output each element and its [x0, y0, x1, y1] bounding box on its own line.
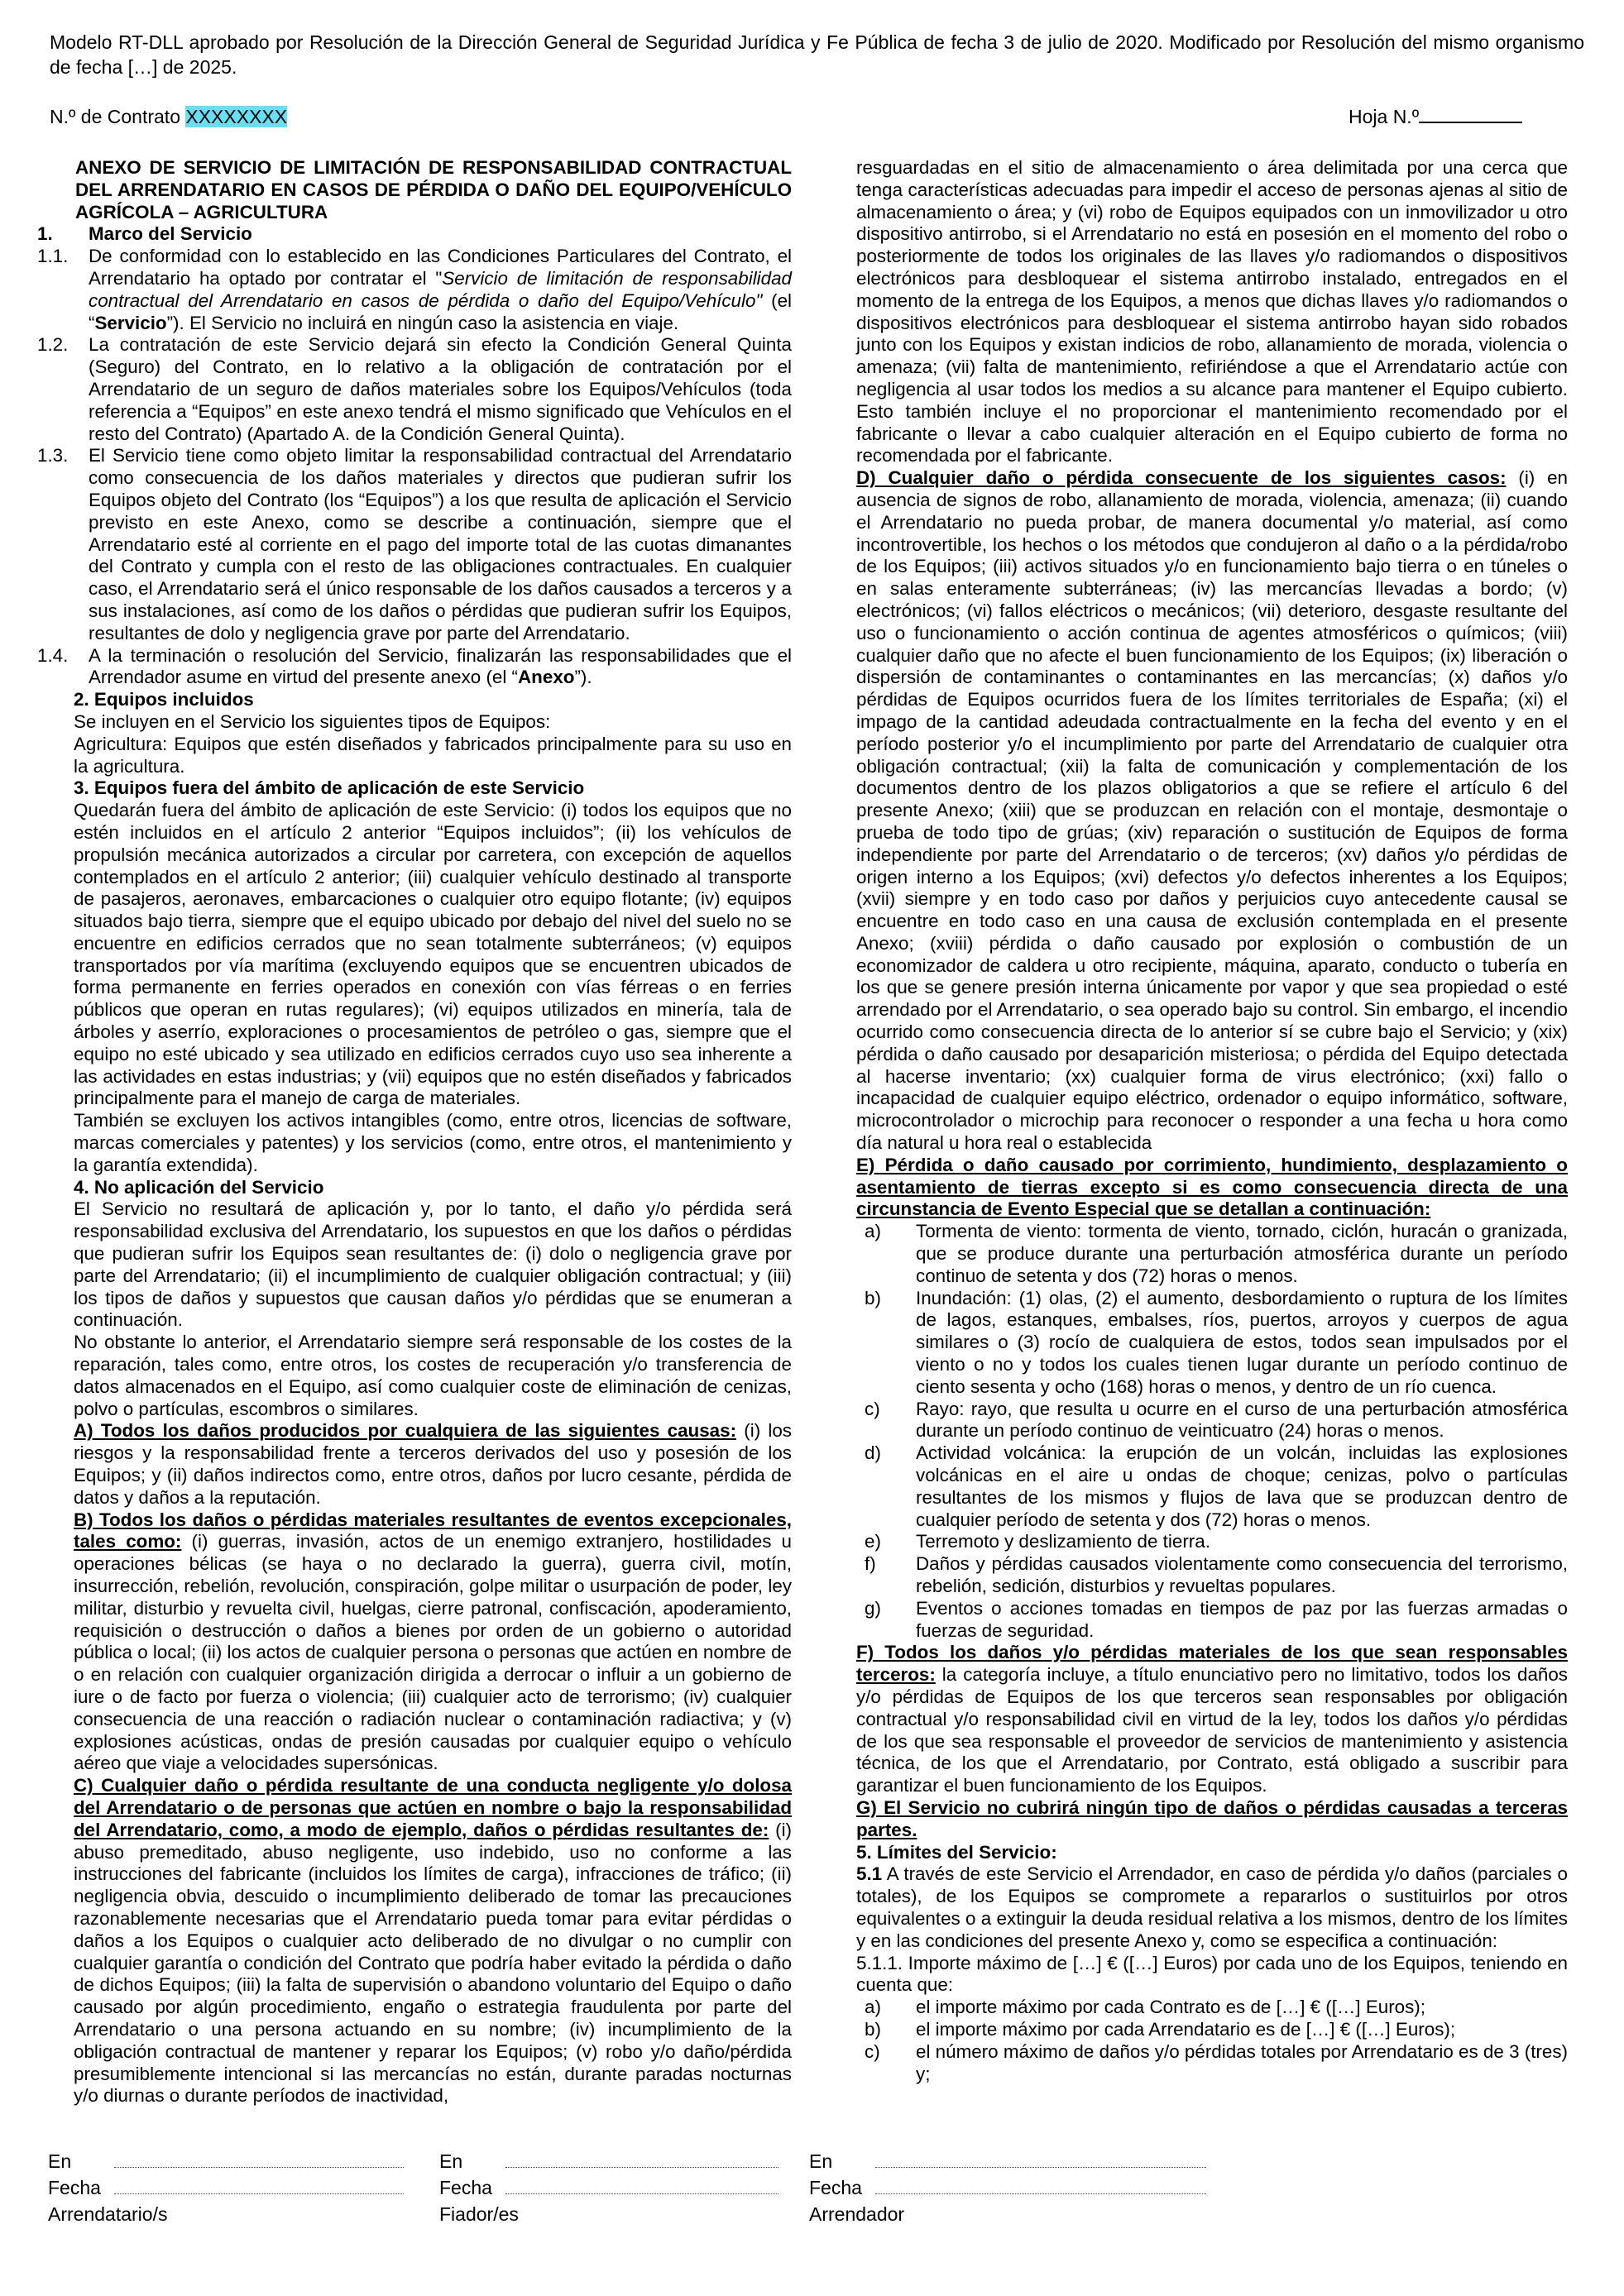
place-label: En [48, 2150, 72, 2172]
place-field[interactable] [114, 2155, 404, 2168]
signature-block-guarantor [439, 2148, 778, 2227]
exclusion-f: F) Todos los daños y/o pérdidas materiales de los que sean responsables terceros: la categoría incluye, a título enunciativo pero no limitativo, todos los daños y/o pérdidas de Equipos de los que terceros sean responsables por obligación contractual y/o responsabilidad civil en virtud de la ley, todos los daños y/o pérdidas de los que sea responsable el proveedor de servicios de mantenimiento y asistencia técnica, de los que el Arrendatario, por Contrato, está obligado a suscribir para garantizar el buen funcionamiento de los Equipos. [856, 1642, 1568, 1796]
section-1-heading [37, 223, 792, 246]
clause-1-3 [37, 445, 792, 644]
clause-number: 1.3. [37, 445, 69, 466]
special-event-item [865, 1553, 1568, 1598]
section-3-heading: 3. Equipos fuera del ámbito de aplicación de este Servicio [74, 777, 585, 799]
section-4-heading: 4. No aplicación del Servicio [74, 1176, 324, 1198]
limits-list [856, 1997, 1568, 2085]
exclusion-g: G) El Servicio no cubrirá ningún tipo de daños o pérdidas causadas a terceras partes. [856, 1796, 1568, 1840]
list-text: Actividad volcánica: la erupción de un volcán, incluidas las explosiones volcánicas en el aire u ondas de choque; cenizas, polvo o partículas resultantes de los mismos y flujos de lava que se produzcan dentro de cualquier período de setenta y dos (72) horas o menos. [916, 1442, 1568, 1530]
limit-item [865, 1997, 1568, 2019]
list-text: Terremoto y deslizamiento de tierra. [916, 1531, 1210, 1552]
list-marker: b) [865, 2018, 881, 2040]
special-event-item [865, 1442, 1568, 1531]
clause-1-1 [37, 246, 792, 334]
annex-title: ANEXO DE SERVICIO DE LIMITACIÓN DE RESPONSABILIDAD CONTRACTUAL DEL ARRENDATARIO EN CASOS DE PÉRDIDA O DAÑO DEL EQUIPO/VEHÍCULO AGRÍCOLA – AGRICULTURA [75, 157, 792, 222]
signature-block-lessee [48, 2148, 404, 2227]
right-column [856, 157, 1568, 2085]
clause-5-1-1: 5.1.1. Importe máximo de […] € ([…] Euros) por cada uno de los Equipos, teniendo en cuenta que: [856, 1952, 1568, 1996]
exclusion-a: A) Todos los daños producidos por cualquiera de las siguientes causas: (i) los riesgos y la responsabilidad frente a terceros derivados del uso y posesión de los Equipos; y (ii) daños indirectos como, entre otros, daños por lucro cesante, pérdida de datos y daños a la reputación. [74, 1420, 792, 1508]
list-marker: c) [865, 1398, 880, 1419]
list-text: Eventos o acciones tomadas en tiempos de paz por las fuerzas armadas o fuerzas de seguridad. [916, 1597, 1568, 1641]
list-marker: f) [865, 1553, 876, 1575]
signature-block-lessor [809, 2148, 1206, 2227]
signer-role: Arrendatario/s [48, 2203, 168, 2225]
exclusion-c-continued: resguardadas en el sitio de almacenamiento o área delimitada por una cerca que tenga características adecuadas para impedir el acceso de personas ajenas al sitio de almacenamiento o área; y (vi) robo de Equipos equipados con un inmovilizador u otro dispositivo antirrobo, si el Arrendatario no está en posesión en el momento del robo o posteriormente de todos los originales de las llaves y/o radiomandos o dispositivos electrónicos para desbloquear el sistema antirrobo instalado, entregados en el momento de la entrega de los Equipos, a menos que dichas llaves y/o radiomandos o dispositivos electrónicos para desbloquear el sistema antirrobo hayan sido robados junto con los Equipos y existan indicios de robo, allanamiento de morada, violencia o amenaza; (vii) falta de mantenimiento, refiriéndose a que el Arrendatario actúe con negligencia al usar todos los medios a su alcance para mantener el Equipo cubierto. Esto también incluye el no proporcionar el mantenimiento recomendado por el fabricante o llevar a cabo cualquier alteración en el Equipo cubierto de forma no recomendada por el fabricante. [856, 157, 1568, 466]
special-event-item [865, 1288, 1568, 1399]
section-2-heading: 2. Equipos incluidos [74, 689, 254, 710]
limit-item [865, 2041, 1568, 2086]
place-field[interactable] [875, 2155, 1206, 2168]
date-field[interactable] [114, 2182, 404, 2194]
sheet-number-field[interactable] [1419, 107, 1522, 123]
date-label: Fecha [809, 2177, 862, 2198]
signer-role: Arrendador [809, 2203, 905, 2225]
clause-text: A la terminación o resolución del Servicio, finalizarán las responsabilidades que el Arrendador asume en virtud del presente anexo (el “Anexo”). [89, 644, 792, 688]
list-marker: e) [865, 1531, 881, 1552]
section-title: Marco del Servicio [89, 223, 252, 245]
list-text: el número máximo de daños y/o pérdidas totales por Arrendatario es de 3 (tres) y; [916, 2040, 1568, 2084]
section-3-paragraph: También se excluyen los activos intangibles (como, entre otros, licencias de software, marcas comerciales y patentes) y los servicios (como, entre otros, el mantenimiento y la garantía extendida). [74, 1110, 792, 1175]
list-marker: d) [865, 1442, 881, 1464]
sheet-number-line [1349, 106, 1522, 128]
list-marker: b) [865, 1287, 881, 1308]
exclusion-b: B) Todos los daños o pérdidas materiales resultantes de eventos excepcionales, tales como: (i) guerras, invasión, actos de un enemigo extranjero, hostilidades u operaciones bélicas (se haya o no declarado la guerra), guerra civil, motín, insurrección, rebelión, revolución, conspiración, golpe militar o usurpación de poder, ley militar, disturbio y revuelta civil, huelgas, cierre patronal, confiscación, apoderamiento, requisición o destrucción o daños a bienes por orden de un gobierno o autoridad pública o local; (ii) los actos de cualquier persona o personas que actúen en nombre de o en relación con cualquier organización dirigida a derrocar o influir a un gobierno de iure o de facto por fuerza o violencia; (iii) cualquier acto de terrorismo; (iv) cualquier consecuencia de una reacción o radiación nuclear o contaminación radiactiva; y (v) explosiones acústicas, ondas de presión causadas por cualquier equipo o vehículo aéreo que viaje a velocidades supersónicas. [74, 1509, 793, 1774]
section-2-paragraph: Se incluyen en el Servicio los siguientes tipos de Equipos: [74, 710, 551, 732]
clause-text: El Servicio tiene como objeto limitar la responsabilidad contractual del Arrendatario como consecuencia de los daños materiales y directos que pudieran sufrir los Equipos objeto del Contrato (los “Equipos”) a los que resulta de aplicación el Servicio previsto en este Anexo, como se describe a continuación, siempre que el Arrendatario esté al corriente en el pago del importe total de las cuotas dimanantes del Contrato y cumpla con el resto de las obligaciones contractuales. En cualquier caso, el Arrendatario será el único responsable de los daños causados a terceros y a sus instalaciones, así como de los daños o pérdidas que pudieran sufrir los Equipos, resultantes de dolo y negligencia grave por parte del Arrendatario. [89, 445, 792, 643]
list-text: el importe máximo por cada Contrato es de […] € ([…] Euros); [916, 1997, 1425, 2018]
list-marker: c) [865, 2040, 880, 2062]
section-2-paragraph: Agricultura: Equipos que estén diseñados y fabricados principalmente para su uso en la agricultura. [74, 733, 792, 777]
list-marker: a) [865, 1221, 881, 1242]
clause-text: La contratación de este Servicio dejará sin efecto la Condición General Quinta (Seguro) del Contrato, en lo relativo a la obligación de contratación por el Arrendatario de un seguro de daños materiales sobre los Equipos/Vehículos (toda referencia a “Equipos” en este anexo tendrá el mismo significado que Vehículos en el resto del Contrato) (Apartado A. de la Condición General Quinta). [89, 334, 792, 444]
special-event-item [865, 1531, 1568, 1553]
section-4-paragraph: El Servicio no resultará de aplicación y, por lo tanto, el daño y/o pérdida será responsabilidad exclusiva del Arrendatario, los supuestos en que los daños o pérdidas que pudieran sufrir los Equipos sean resultantes de: (i) dolo o negligencia grave por parte del Arrendatario; (ii) el incumplimiento de cualquier obligación contractual; y (iii) los tipos de daños y supuestos que causan daños y/o pérdidas que se enumeran a continuación. [74, 1198, 792, 1331]
special-event-item [865, 1598, 1568, 1643]
date-field[interactable] [875, 2182, 1206, 2194]
special-event-item [865, 1221, 1568, 1287]
place-label: En [809, 2150, 833, 2172]
list-text: Tormenta de viento: tormenta de viento, tornado, ciclón, huracán o granizada, que se produce durante una perturbación atmosférica durante un período continuo de setenta y dos (72) horas o menos. [916, 1221, 1568, 1286]
clause-number: 1.2. [37, 334, 69, 356]
special-event-item [865, 1399, 1568, 1443]
section-3-paragraph: Quedarán fuera del ámbito de aplicación de este Servicio: (i) todos los equipos que no estén incluidos en el artículo 2 anterior “Equipos incluidos”; (ii) los vehículos de propulsión mecánica autorizados a circular por carretera, con excepción de aquellos contemplados en el artículo 2 anterior; (iii) cualquier vehículo destinado al transporte de pasajeros, aeronaves, embarcaciones o cualquier otro equipo flotante; (iv) equipos situados bajo tierra, siempre que el equipo ubicado por debajo del nivel del suelo no se encuentre en edificios cerrados que no sean totalmente subterráneos; (v) equipos transportados por vía marítima (excluyendo equipos que se encuentren ubicados de forma permanente en ferries operados en conexión con vías férreas o en ferries públicos que operan en rutas regulares); (vi) equipos utilizados en minería, tala de árboles y aserrío, exploraciones o procesamientos de petróleo o gas, siempre que el equipo no esté ubicado y sea utilizado en edificios cerrados cuyo uso sea inherente a las actividades en estas industrias; y (vii) equipos que no estén diseñados y fabricados principalmente para el manejo de carga de materiales. [74, 800, 792, 1109]
date-label: Fecha [48, 2177, 101, 2198]
exclusion-c: C) Cualquier daño o pérdida resultante de una conducta negligente y/o dolosa del Arrendatario o de personas que actúen en nombre o bajo la responsabilidad del Arrendatario, como, a modo de ejemplo, daños o pérdidas resultantes de: (i) abuso premeditado, abuso negligente, uso indebido, uso no conforme a las instrucciones del fabricante (incluidos los límites de carga), infracciones de tráfico; (ii) negligencia obvia, descuido o incumplimiento deliberado de tomar las precauciones razonablemente necesarias que el Arrendatario pueda tomar para evitar pérdidas o daños a los Equipos o cualquier acto deliberado de no divulgar o no cumplir con cualquier garantía o condición del Contrato que podría haber evitado la pérdida o daño de dichos Equipos; (iii) la falta de supervisión o abandono voluntario del Equipo o daño causado por algún procedimiento, engaño o estrategia fraudulenta por parte del Arrendatario o una persona actuando en su nombre; (iv) incumplimiento de la obligación contractual de mantener y reparar los Equipos; (v) robo y/o daño/pérdida presumiblemente intencional si las mercancías no están, durante paradas nocturnas y/o diurnas o durante períodos de inactividad, [74, 1775, 792, 2107]
date-label: Fecha [439, 2177, 492, 2198]
contract-number-field[interactable]: XXXXXXXX [185, 106, 288, 127]
date-field[interactable] [505, 2182, 778, 2194]
place-field[interactable] [505, 2155, 778, 2168]
list-marker: g) [865, 1597, 881, 1619]
list-text: el importe máximo por cada Arrendatario es de […] € ([…] Euros); [916, 2018, 1456, 2040]
model-approval-note: Modelo RT-DLL aprobado por Resolución de la Dirección General de Seguridad Jurídica y Fe Pública de fecha 3 de julio de 2020. Modificado por Resolución del mismo organismo de fecha […] de 2025. [50, 31, 1584, 78]
list-text: Rayo: rayo, que resulta u ocurre en el curso de una perturbación atmosférica durante un período continuo de veinticuatro (24) horas o menos. [916, 1398, 1568, 1442]
section-number: 1. [37, 223, 53, 245]
clause-number: 1.1. [37, 246, 69, 267]
list-text: Inundación: (1) olas, (2) el aumento, desbordamiento o ruptura de los límites de lagos, estanques, embalses, ríos, puertos, arroyos y cuerpos de agua similares o (3) rocío de cualquiera de estos, todos sean impulsados por el viento o no y todos los cuales tienen lugar durante un período continuo de ciento sesenta y ocho (168) horas o menos, y dentro de un río cuenca. [916, 1287, 1568, 1397]
left-column [37, 157, 792, 2107]
exclusion-e-list [856, 1221, 1568, 1642]
signer-role: Fiador/es [439, 2203, 519, 2225]
contract-number-label: N.º de Contrato [50, 106, 180, 127]
clause-number: 1.4. [37, 644, 69, 666]
list-marker: a) [865, 1997, 881, 2018]
exclusion-d: D) Cualquier daño o pérdida consecuente de los siguientes casos: (i) en ausencia de signos de robo, allanamiento de morada, violencia, amenaza; (ii) cuando el Arrendatario no pueda probar, de manera documental y/o material, así como incontrovertible, los hechos o los métodos que condujeron al daño o a la pérdida/robo de los Equipos; (iii) activos situados y/o en funcionamiento bajo tierra o en túneles o en salas enteramente subterráneas; (iv) las mercancías llevadas a bordo; (v) electrónicos; (vi) fallos eléctricos o mecánicos; (vii) deterioro, desgaste resultante del uso o funcionamiento o acción continua de agentes atmosféricos o químicos; (viii) cualquier daño que no afecte el buen funcionamiento de los Equipos; (ix) liberación o dispersión de contaminantes o contaminantes en las mercancías; (x) daños y/o pérdidas de Equipos ocurridos fuera de los límites territoriales de España; (xi) el impago de la cantidad adeudada contractualmente en la fecha del evento y en el período posterior y/o el incumplimiento por parte del Arrendatario de cualquier otra obligación contractual; (xii) la falta de comunicación y complementación de los documentos dentro de los plazos obligatorios a que se refiere el artículo 6 del presente Anexo; (xiii) que se produzcan en relación con el montaje, desmontaje o prueba de todo tipo de grúas; (xiv) reparación o sustitución de Equipos de forma independiente por parte del Arrendatario o de terceros; (xv) daños y/o pérdidas de origen interno a los Equipos; (xvi) defectos y/o defectos inherentes a los Equipos; (xvii) siempre y en todo caso por daños y perjuicios cuyo antecedente causal se encuentre en todo caso en una causa de exclusión contemplada en el presente Anexo; (xviii) pérdida o daño causado por explosión o combustión de un economizador de caldera u otro recipiente, máquina, aparato, conducto o tubería en los que se genere presión interna únicamente por vapor y que sea propiedad o esté arrendado por el Arrendatario, o sea operado bajo su control. Sin embargo, el incendio ocurrido como consecuencia directa de lo anterior sí se cubre bajo el Servicio; y (xix) pérdida o daño causado por desaparición misteriosa; o pérdida del Equipo detectada al hacerse inventario; (xx) cualquier forma de virus electrónico; (xxi) fallo o incapacidad de cualquier equipo eléctrico, ordenador o equipo informático, software, microcontrolador o microchip para reconocer o responder a una fecha u hora como día natural u hora real o establecida [856, 467, 1569, 1154]
sheet-number-label: Hoja N.º [1349, 106, 1420, 127]
section-5-heading: 5. Límites del Servicio: [856, 1841, 1057, 1863]
contract-number-line [50, 106, 287, 128]
clause-1-2 [37, 334, 792, 445]
list-text: Daños y pérdidas causados violentamente como consecuencia del terrorismo, rebelión, sedición, disturbios y revueltas populares. [916, 1553, 1568, 1596]
place-label: En [439, 2150, 463, 2172]
limit-item [865, 2019, 1568, 2041]
clause-text: De conformidad con lo establecido en las Condiciones Particulares del Contrato, el Arrendatario ha optado por contratar el "Servicio de limitación de responsabilidad contractual del Arrendatario en casos de pérdida o daño del Equipo/Vehículo" (el “Servicio”). El Servicio no incluirá en ningún caso la asistencia en viaje. [89, 246, 793, 333]
clause-1-4 [37, 645, 792, 690]
clause-5-1: 5.1 A través de este Servicio el Arrendador, en caso de pérdida y/o daños (parciales o totales), de los Equipos se compromete a repararlos o sustituirlos por otros equivalentes o a extinguir la deuda residual relativa a los mismos, dentro de los límites y en las condiciones del presente Anexo y, como se especifica a continuación: [856, 1863, 1568, 1951]
exclusion-e-heading: E) Pérdida o daño causado por corrimiento, hundimiento, desplazamiento o asentamiento de tierras excepto si es como consecuencia directa de una circunstancia de Evento Especial que se detallan a continuación: [856, 1154, 1568, 1220]
section-4-paragraph: No obstante lo anterior, el Arrendatario siempre será responsable de los costes de la reparación, tales como, entre otros, los costes de recuperación y/o transferencia de datos almacenados en el Equipo, así como cualquier coste de eliminación de cenizas, polvo o partículas, escombros o similares. [74, 1332, 792, 1419]
